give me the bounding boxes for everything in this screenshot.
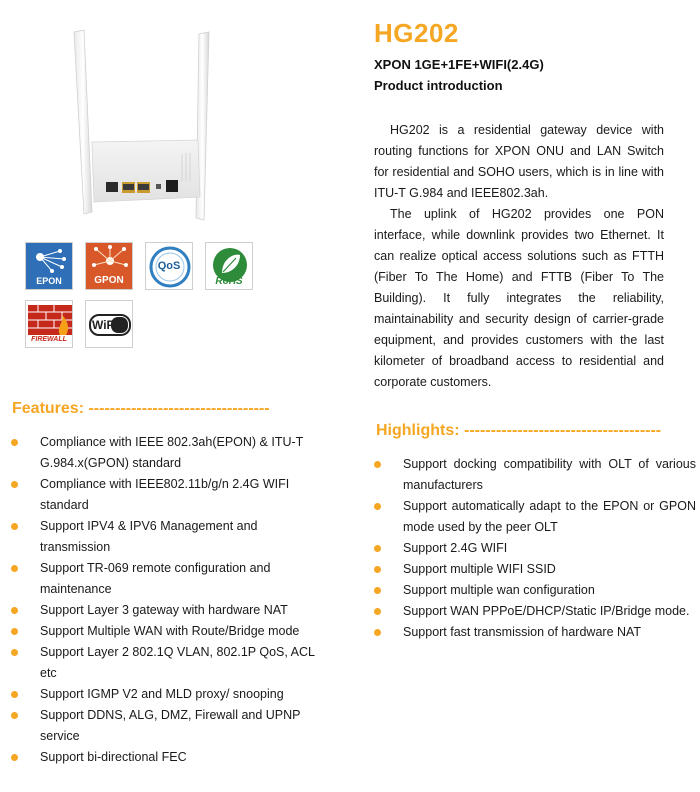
list-item: Support bi-directional FEC xyxy=(11,747,331,768)
list-item: Support Multiple WAN with Route/Bridge mode xyxy=(11,621,331,642)
highlights-heading: Highlights: ------------------------------------- xyxy=(376,422,662,439)
wifi-badge xyxy=(85,300,133,348)
model-subtitle: XPON 1GE+1FE+WIFI(2.4G) xyxy=(374,57,544,72)
list-item: Compliance with IEEE 802.3ah(EPON) & ITU-T G.984.x(GPON) standard xyxy=(11,432,331,474)
list-item: Support multiple wan configuration xyxy=(374,580,696,601)
bullet-icon xyxy=(11,628,18,635)
bullet-icon xyxy=(374,629,381,636)
epon-badge xyxy=(25,242,73,290)
rohs-label: RoHS xyxy=(215,276,243,287)
bullet-icon xyxy=(11,607,18,614)
features-list xyxy=(11,432,331,768)
wifi-label: WiFi xyxy=(92,318,118,332)
bullet-icon xyxy=(11,754,18,761)
bullet-icon xyxy=(11,649,18,656)
bullet-icon xyxy=(374,608,381,615)
bullet-icon xyxy=(374,566,381,573)
features-heading: Features: ---------------------------------- xyxy=(12,400,270,417)
bullet-icon xyxy=(11,523,18,530)
list-item: Support 2.4G WIFI xyxy=(374,538,696,559)
bullet-icon xyxy=(11,712,18,719)
firewall-label: FIREWALL xyxy=(31,336,67,343)
gpon-badge xyxy=(85,242,133,290)
rohs-badge xyxy=(205,242,253,290)
qos-badge xyxy=(145,242,193,290)
router-image xyxy=(62,22,232,242)
gpon-label: GPON xyxy=(94,275,124,286)
product-introduction xyxy=(374,120,664,393)
intro-paragraph: HG202 is a residential gateway device with routing functions for XPON ONU and LAN Switch for residential and SOHO users, which is in line with ITU-T G.984 and IEEE802.3ah. xyxy=(374,123,664,200)
list-item: Support automatically adapt to the EPON or GPON mode used by the peer OLT xyxy=(374,496,696,538)
bullet-icon xyxy=(374,503,381,510)
bullet-icon xyxy=(374,545,381,552)
list-item: Support WAN PPPoE/DHCP/Static IP/Bridge mode. xyxy=(374,601,696,622)
bullet-icon xyxy=(11,691,18,698)
list-item: Support TR-069 remote configuration and maintenance xyxy=(11,558,331,600)
section-title: Product introduction xyxy=(374,78,503,93)
list-item: Support Layer 2 802.1Q VLAN, 802.1P QoS, ACL etc xyxy=(11,642,331,684)
bullet-icon xyxy=(11,481,18,488)
list-item: Support fast transmission of hardware NAT xyxy=(374,622,696,643)
epon-label: EPON xyxy=(36,276,62,286)
intro-paragraph: The uplink of HG202 provides one PON interface, while downlink provides two Ethernet. It can realize optical access solutions such as FTTH (Fiber To The Home) and FTTB (Fiber To The Building). It fully integrates the reliability, maintainability and security design of carrier-grade equipment, and provides customers with the last kilometer of broadband access to residential and corporate customers. xyxy=(374,207,664,389)
list-item: Support multiple WIFI SSID xyxy=(374,559,696,580)
list-item: Support docking compatibility with OLT of various manufacturers xyxy=(374,454,696,496)
bullet-icon xyxy=(11,565,18,572)
list-item: Support IGMP V2 and MLD proxy/ snooping xyxy=(11,684,331,705)
list-item: Support Layer 3 gateway with hardware NAT xyxy=(11,600,331,621)
model-title: HG202 xyxy=(374,18,459,48)
list-item: Support DDNS, ALG, DMZ, Firewall and UPNP service xyxy=(11,705,331,747)
bullet-icon xyxy=(374,461,381,468)
list-item: Support IPV4 & IPV6 Management and transmission xyxy=(11,516,331,558)
bullet-icon xyxy=(374,587,381,594)
bullet-icon xyxy=(11,439,18,446)
highlights-list xyxy=(374,454,696,643)
qos-label: QoS xyxy=(157,260,181,272)
list-item: Compliance with IEEE802.11b/g/n 2.4G WIFI standard xyxy=(11,474,331,516)
firewall-badge xyxy=(25,300,73,348)
